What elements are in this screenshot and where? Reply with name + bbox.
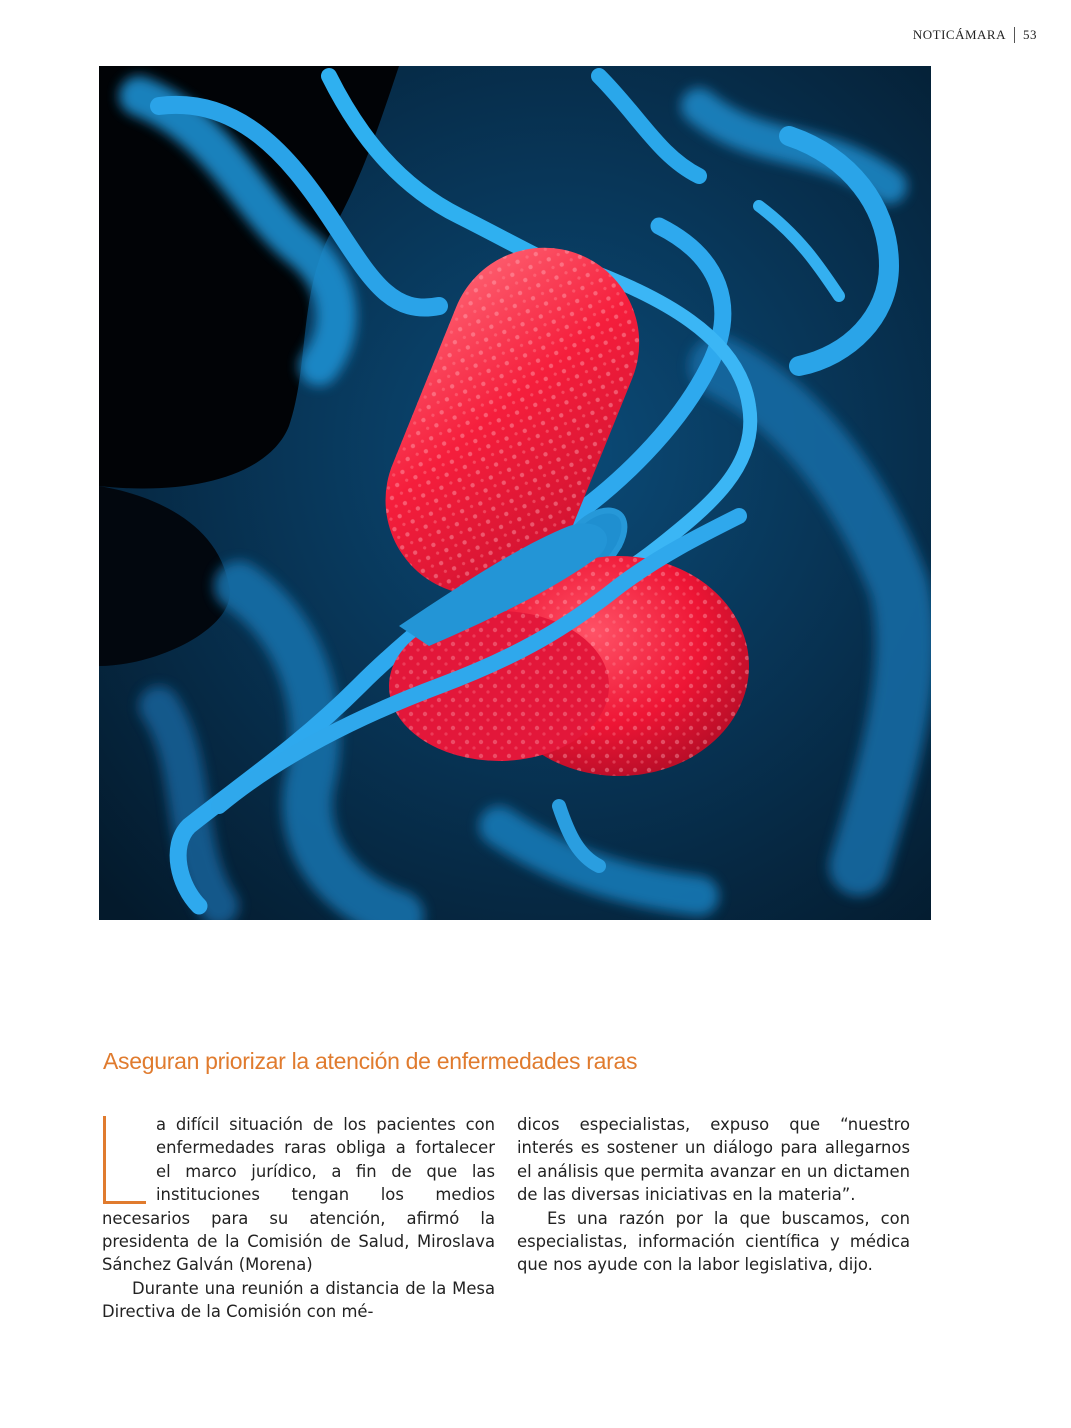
article-column-right (517, 1113, 910, 1277)
article-headline: Aseguran priorizar la atención de enfermedades raras (103, 1048, 638, 1074)
drop-cap (102, 1116, 146, 1204)
bacteria-photo (99, 66, 931, 920)
publication-name: NOTICÁMARA (912, 27, 1006, 42)
paragraph-3: Es una razón por la que buscamos, con especialistas, información científica y médica que nos ayude con la labor legislativa, dijo. (517, 1208, 910, 1275)
paragraph-2-start: Durante una reunión a distancia de la Mesa Directiva de la Comisión con mé- (102, 1278, 495, 1322)
header-divider (1014, 27, 1015, 43)
paragraph-1: a difícil situación de los pacientes con enfermedades raras obliga a fortalecer el marco jurídico, a fin de que las instituciones tengan los medios necesarios para su atención, afirmó la presidenta de la Comisión de Salud, Miroslava Sánchez Galván (Morena) (102, 1115, 495, 1275)
article-column-left (102, 1113, 495, 1324)
running-head (913, 27, 1037, 43)
page-number: 53 (1023, 27, 1037, 42)
drop-cap-letter (102, 1116, 103, 1117)
paragraph-2-end: dicos especialistas, expuso que “nuestro interés es sostener un diálogo para allegarnos el análisis que permita avanzar en un dictamen de las diversas iniciativas en la materia”. (517, 1115, 910, 1205)
